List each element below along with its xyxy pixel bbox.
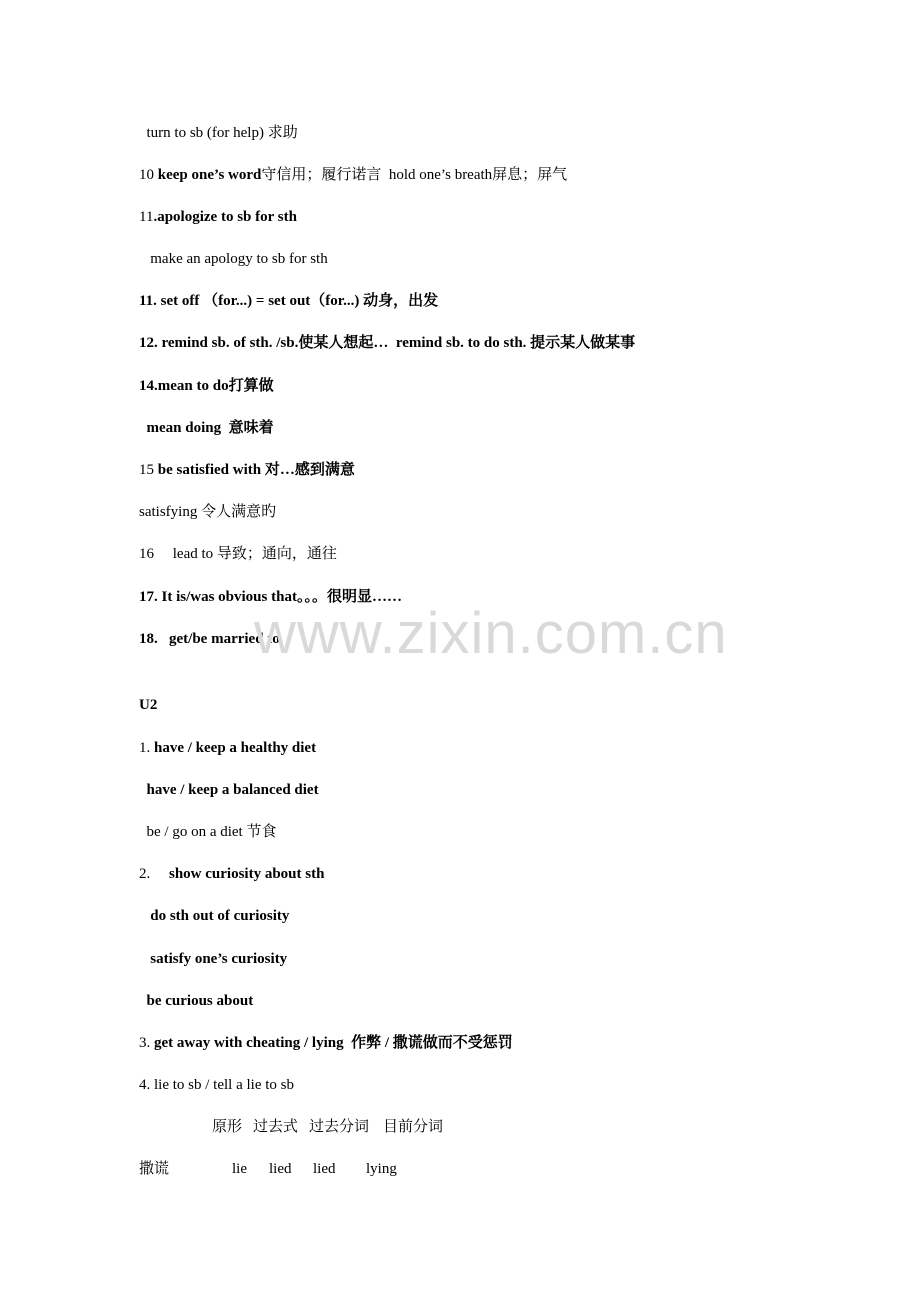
table-cell: lie <box>232 1161 247 1177</box>
table-header: 原形 <box>212 1119 243 1135</box>
watermark-text: www.zixin.com.cn <box>254 601 728 666</box>
text-line: 11.apologize to sb for sth <box>139 209 297 225</box>
text-line: 15 be satisfied with 对…感到满意 <box>139 462 355 478</box>
text-line: mean doing 意味着 <box>139 420 274 436</box>
text-line: 4. lie to sb / tell a lie to sb <box>139 1077 294 1093</box>
text-line: 3. get away with cheating / lying 作弊 / 撒谎做而不受惩罚 <box>139 1035 513 1051</box>
text-line: satisfying 令人满意旳 <box>139 504 277 520</box>
text-line: 10 keep one’s word守信用；履行诺言 hold one’s breath屏息；屏气 <box>139 167 568 183</box>
text-line: 18. get/be married to <box>139 631 280 647</box>
text-line: 12. remind sb. of sth. /sb.使某人想起… remind sb. to do sth. 提示某人做某事 <box>139 335 636 351</box>
table-header: 过去式 <box>253 1119 299 1135</box>
section-heading: U2 <box>139 697 158 713</box>
text-line: 2. show curiosity about sth <box>139 866 325 882</box>
text-line: satisfy one’s curiosity <box>139 951 288 967</box>
table-header: 过去分词 <box>309 1119 370 1135</box>
text-line: 1. have / keep a healthy diet <box>139 740 317 756</box>
text-line: 17. It is/was obvious that。。。很明显…… <box>139 589 402 605</box>
table-cell: lying <box>366 1161 397 1177</box>
text-line: have / keep a balanced diet <box>139 782 319 798</box>
text-line: do sth out of curiosity <box>139 908 290 924</box>
table-cell: lied <box>269 1161 292 1177</box>
text-line: 14.mean to do打算做 <box>139 378 274 394</box>
text-line: be curious about <box>139 993 254 1009</box>
text-line: 11. set off （for...) = set out（for...) 动身，出发 <box>139 293 439 309</box>
table-row-label: 撒谎 <box>139 1161 170 1177</box>
table-header: 目前分词 <box>383 1119 444 1135</box>
text-line: make an apology to sb for sth <box>139 251 328 267</box>
text-line: 16 lead to 导致；通向，通往 <box>139 546 337 562</box>
table-cell: lied <box>313 1161 336 1177</box>
text-line: turn to sb (for help) 求助 <box>139 125 298 141</box>
text-line: be / go on a diet 节食 <box>139 824 277 840</box>
